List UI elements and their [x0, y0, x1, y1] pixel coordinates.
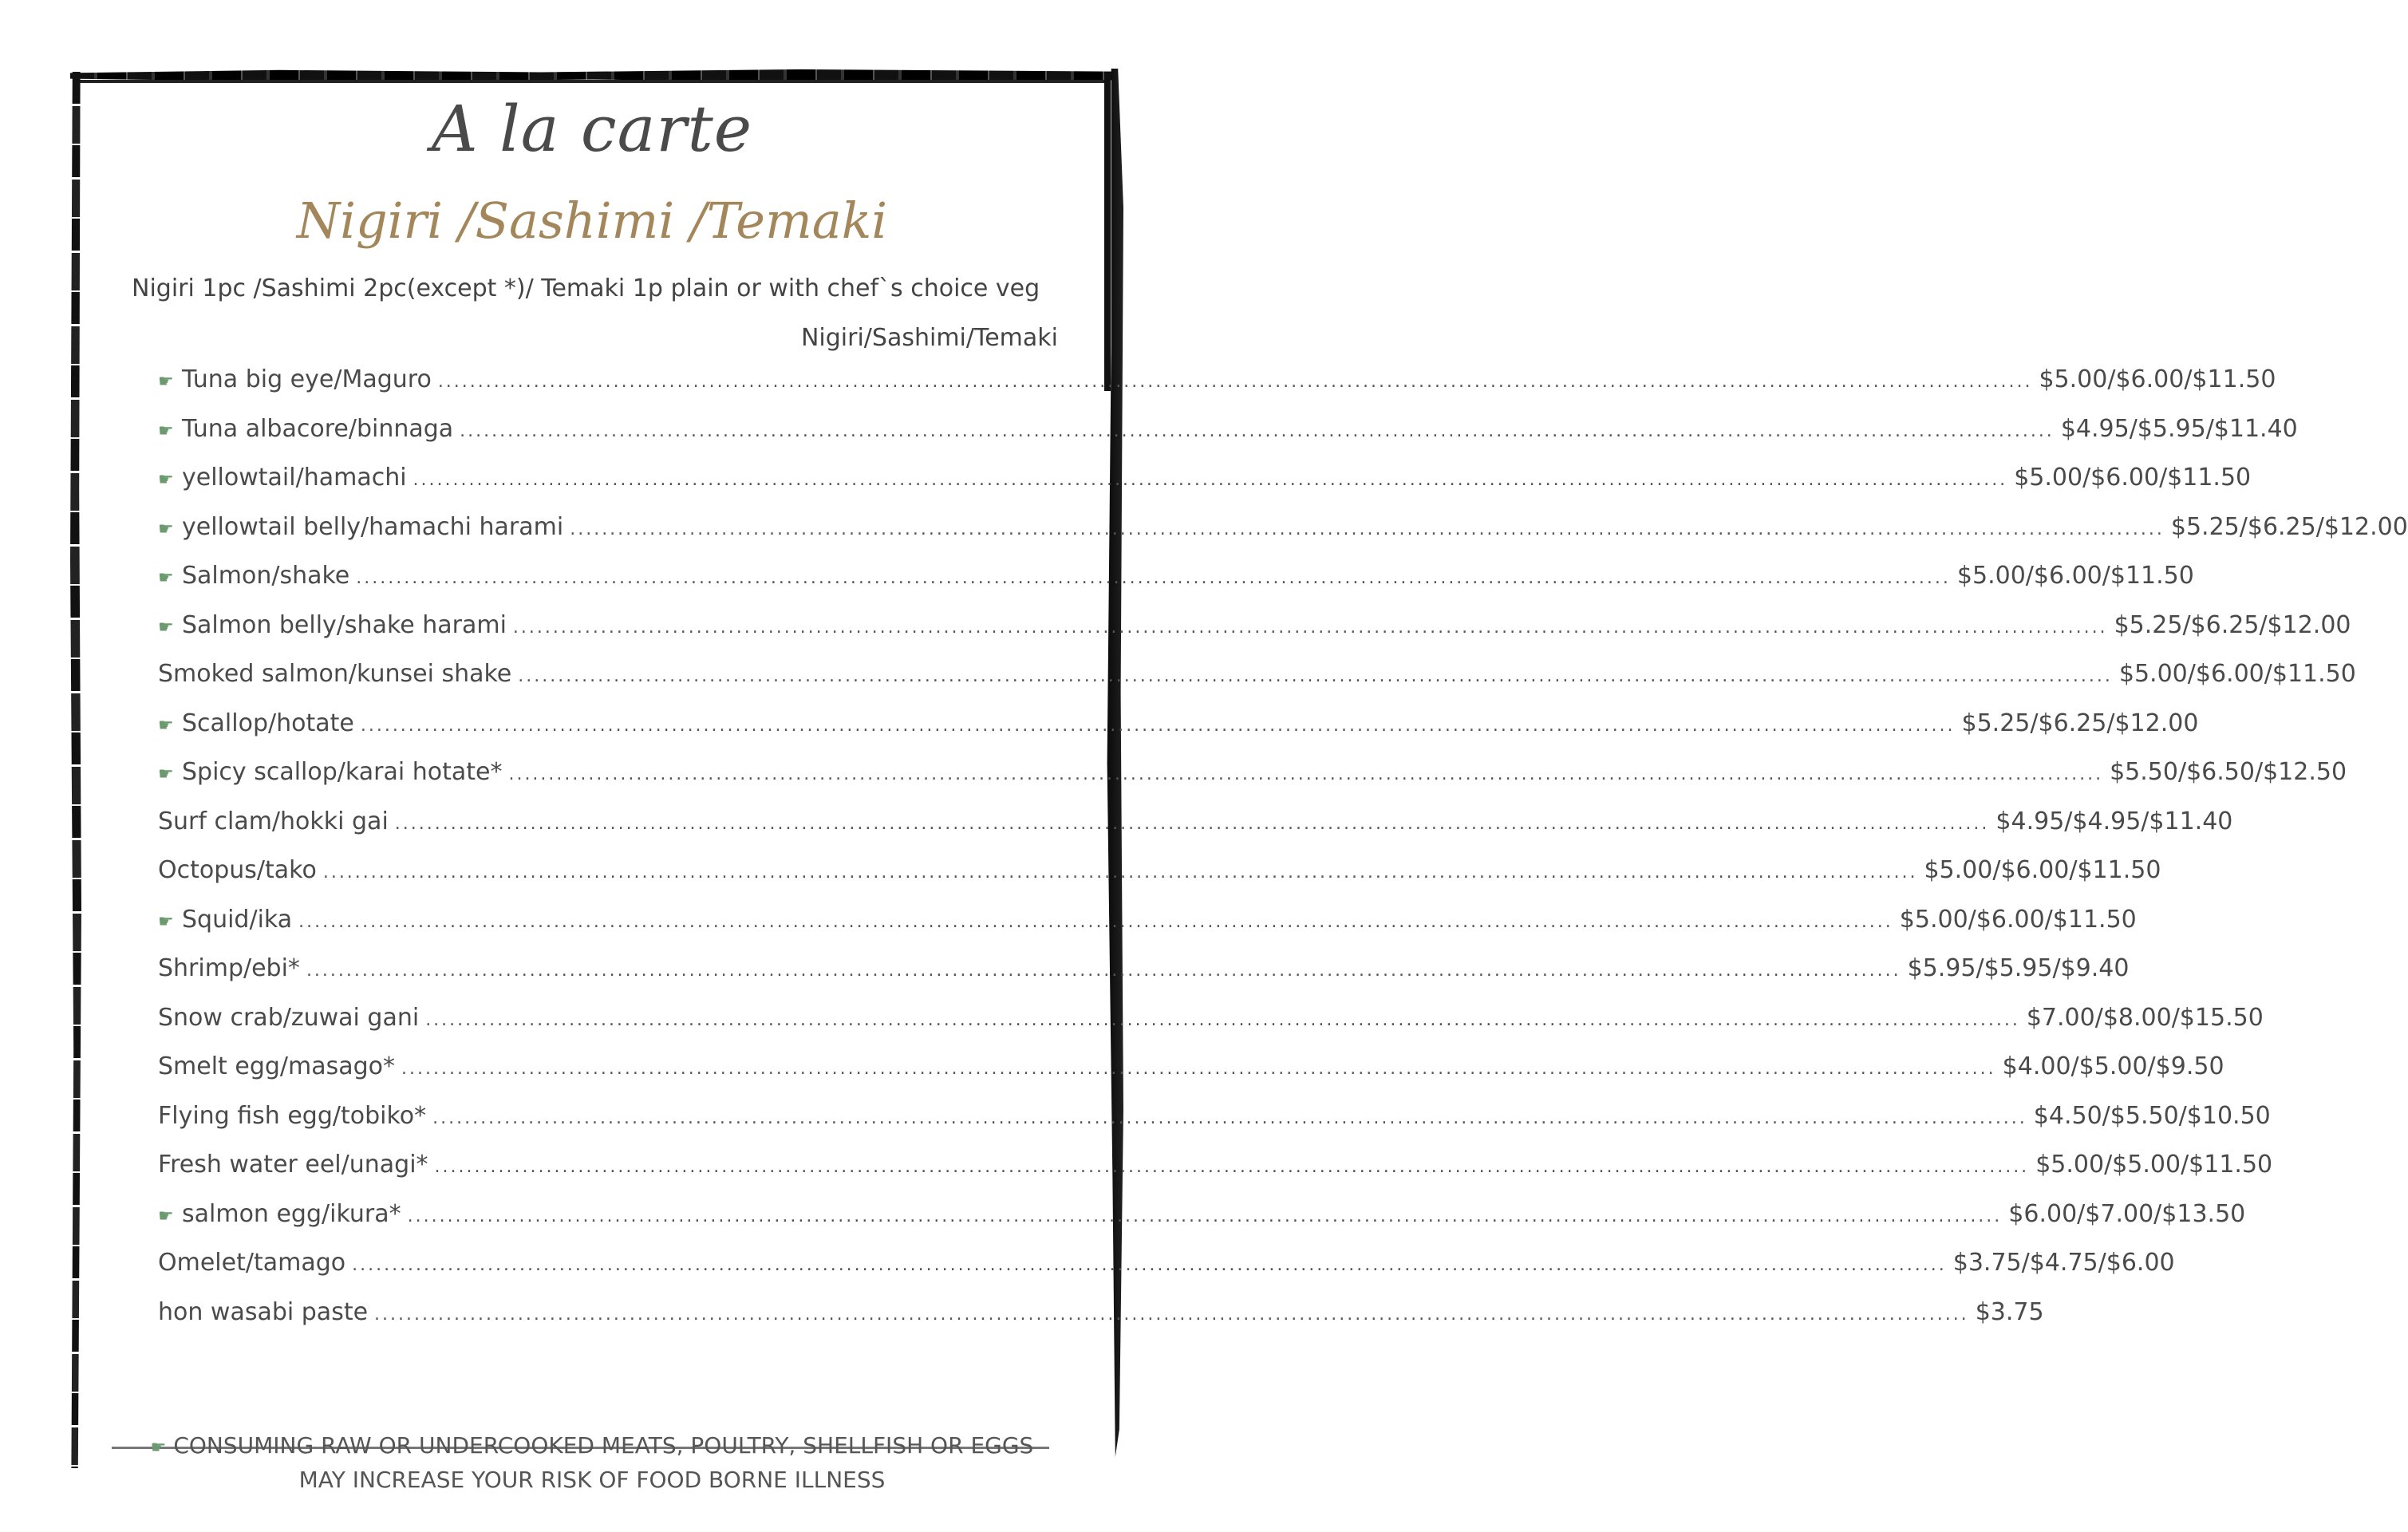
warning-line-2: MAY INCREASE YOUR RISK OF FOOD BORNE ILLNESS	[298, 1467, 886, 1493]
menu-item-name: hon wasabi paste	[158, 1297, 369, 1326]
menu-item-name: Fresh water eel/unagi*	[158, 1151, 428, 1179]
menu-item-price: $5.00/$6.00/$11.50	[1924, 856, 2161, 884]
menu-item	[158, 512, 2408, 563]
dot-leader: ........................................................................................................................................................................................................	[508, 764, 2104, 784]
dot-leader: ........................................................................................................................................................................................................	[394, 813, 1990, 834]
portion-note: Nigiri 1pc /Sashimi 2pc(except *)/ Temaki 1p plain or with chef`s choice veg	[132, 274, 1040, 302]
menu-item	[158, 709, 2199, 759]
dot-leader: ........................................................................................................................................................................................................	[432, 1108, 2027, 1128]
menu-item	[158, 1003, 2264, 1053]
dot-leader: ........................................................................................................................................................................................................	[356, 568, 1951, 588]
pointing-hand-icon: ☛	[158, 911, 174, 932]
menu-item-price: $4.00/$5.00/$9.50	[2002, 1052, 2224, 1080]
dot-leader: ........................................................................................................................................................................................................	[352, 1255, 1947, 1275]
menu-item	[158, 365, 2276, 415]
dot-leader: ........................................................................................................................................................................................................	[434, 1157, 2030, 1177]
menu-item-name: Tuna albacore/binnaga	[182, 414, 454, 443]
menu-item	[158, 562, 2194, 611]
menu-item-name: Octopus/tako	[158, 856, 317, 884]
dot-leader: ........................................................................................................................................................................................................	[518, 666, 2113, 686]
page-subtitle: Nigiri /Sashimi /Temaki	[296, 192, 888, 250]
pointing-hand-icon: ☛	[150, 1438, 167, 1458]
menu-item-price: $5.25/$6.25/$12.00	[2170, 512, 2408, 541]
menu-item	[158, 856, 2161, 906]
pointing-hand-icon: ☛	[158, 715, 174, 736]
dot-leader: ........................................................................................................................................................................................................	[570, 519, 2165, 539]
menu-item	[158, 1151, 2273, 1200]
pointing-hand-icon: ☛	[158, 470, 174, 490]
menu-item-price: $5.25/$6.25/$12.00	[1961, 709, 2199, 737]
warning-line-1	[0, 1430, 1184, 1464]
menu-item-name: yellowtail belly/hamachi harami	[182, 512, 564, 541]
dot-leader: ........................................................................................................................................................................................................	[360, 715, 1956, 736]
menu-item-price: $5.25/$6.25/$12.00	[2114, 610, 2351, 639]
pointing-hand-icon: ☛	[158, 764, 174, 784]
pointing-hand-icon: ☛	[158, 617, 174, 638]
menu-item	[158, 464, 2252, 513]
menu-item-price: $4.95/$4.95/$11.40	[1995, 807, 2233, 835]
dot-leader: ........................................................................................................................................................................................................	[460, 421, 2055, 441]
menu-item-name: Flying fish egg/tobiko*	[158, 1101, 427, 1130]
menu-item-price: $5.00/$6.00/$11.50	[2118, 660, 2356, 688]
pointing-hand-icon: ☛	[158, 519, 174, 539]
dot-leader: ........................................................................................................................................................................................................	[401, 1059, 1996, 1079]
menu-item-name: Salmon belly/shake harami	[182, 610, 507, 639]
menu-item-name: Squid/ika	[182, 905, 293, 934]
menu-item	[158, 905, 2137, 955]
menu-item-name: Spicy scallop/karai hotate*	[182, 758, 503, 786]
food-warning	[0, 1430, 1184, 1496]
frame-top-line	[77, 80, 1111, 83]
page-title: A la carte	[431, 92, 753, 166]
menu-item-name: Tuna big eye/Maguro	[182, 365, 432, 393]
menu-item	[158, 414, 2298, 464]
dot-leader: ........................................................................................................................................................................................................	[407, 1206, 2003, 1226]
menu-item-price: $6.00/$7.00/$13.50	[2008, 1199, 2246, 1228]
warning-text-1: CONSUMING RAW OR UNDERCOOKED MEATS, POULTRY, SHELLFISH OR EGGS	[173, 1432, 1034, 1459]
menu-item	[158, 1297, 2044, 1348]
dot-leader: ........................................................................................................................................................................................................	[306, 961, 1901, 981]
dot-leader: ........................................................................................................................................................................................................	[298, 911, 1893, 932]
menu-item	[158, 758, 2347, 807]
menu-item	[158, 660, 2356, 709]
menu-item-name: Salmon/shake	[182, 562, 350, 590]
menu-item-price: $5.00/$5.00/$11.50	[2035, 1151, 2273, 1179]
menu-item-price: $7.00/$8.00/$15.50	[2026, 1003, 2264, 1032]
menu-item-name: Omelet/tamago	[158, 1249, 346, 1277]
menu-item-price: $5.00/$6.00/$11.50	[2014, 464, 2252, 492]
pointing-hand-icon: ☛	[158, 372, 174, 392]
menu-item-price: $3.75	[1975, 1297, 2044, 1326]
dot-leader: ........................................................................................................................................................................................................	[413, 470, 2008, 490]
menu-item-list	[158, 365, 2408, 1347]
dot-leader: ........................................................................................................................................................................................................	[374, 1304, 1969, 1325]
menu-item-name: Scallop/hotate	[182, 709, 354, 737]
menu-item-name: Surf clam/hokki gai	[158, 807, 389, 835]
pointing-hand-icon: ☛	[158, 1206, 174, 1226]
menu-item-price: $3.75/$4.75/$6.00	[1952, 1249, 2175, 1277]
menu-item-name: Smoked salmon/kunsei shake	[158, 660, 512, 688]
dot-leader: ........................................................................................................................................................................................................	[437, 372, 2033, 392]
menu-item	[158, 610, 2351, 661]
menu-item-name: yellowtail/hamachi	[182, 464, 407, 492]
menu-item	[158, 1101, 2271, 1151]
menu-item	[158, 1052, 2224, 1102]
menu-item-price: $5.00/$6.00/$11.50	[2039, 365, 2276, 393]
dot-leader: ........................................................................................................................................................................................................	[425, 1009, 2020, 1030]
pointing-hand-icon: ☛	[158, 568, 174, 588]
dot-leader: ........................................................................................................................................................................................................	[322, 863, 1918, 882]
menu-item-name: salmon egg/ikura*	[182, 1199, 401, 1228]
menu-item	[158, 954, 2130, 1004]
menu-item	[158, 1249, 2175, 1298]
menu-item-price: $5.50/$6.50/$12.50	[2110, 758, 2347, 786]
menu-item	[158, 1199, 2246, 1250]
menu-item-price: $5.00/$6.00/$11.50	[1899, 905, 2137, 934]
price-column-header: Nigiri/Sashimi/Temaki	[800, 324, 1058, 352]
dot-leader: ........................................................................................................................................................................................................	[512, 617, 2108, 638]
frame-left-border	[70, 72, 81, 1468]
menu-item-price: $5.00/$6.00/$11.50	[1956, 562, 2194, 590]
menu-item-name: Smelt egg/masago*	[158, 1052, 396, 1080]
menu-item-price: $4.50/$5.50/$10.50	[2033, 1101, 2271, 1130]
menu-item	[158, 807, 2233, 857]
menu-item-price: $4.95/$5.95/$11.40	[2060, 414, 2298, 443]
menu-item-name: Snow crab/zuwai gani	[158, 1003, 420, 1032]
menu-item-price: $5.95/$5.95/$9.40	[1907, 954, 2130, 982]
menu-item-name: Shrimp/ebi*	[158, 954, 300, 982]
pointing-hand-icon: ☛	[158, 421, 174, 441]
